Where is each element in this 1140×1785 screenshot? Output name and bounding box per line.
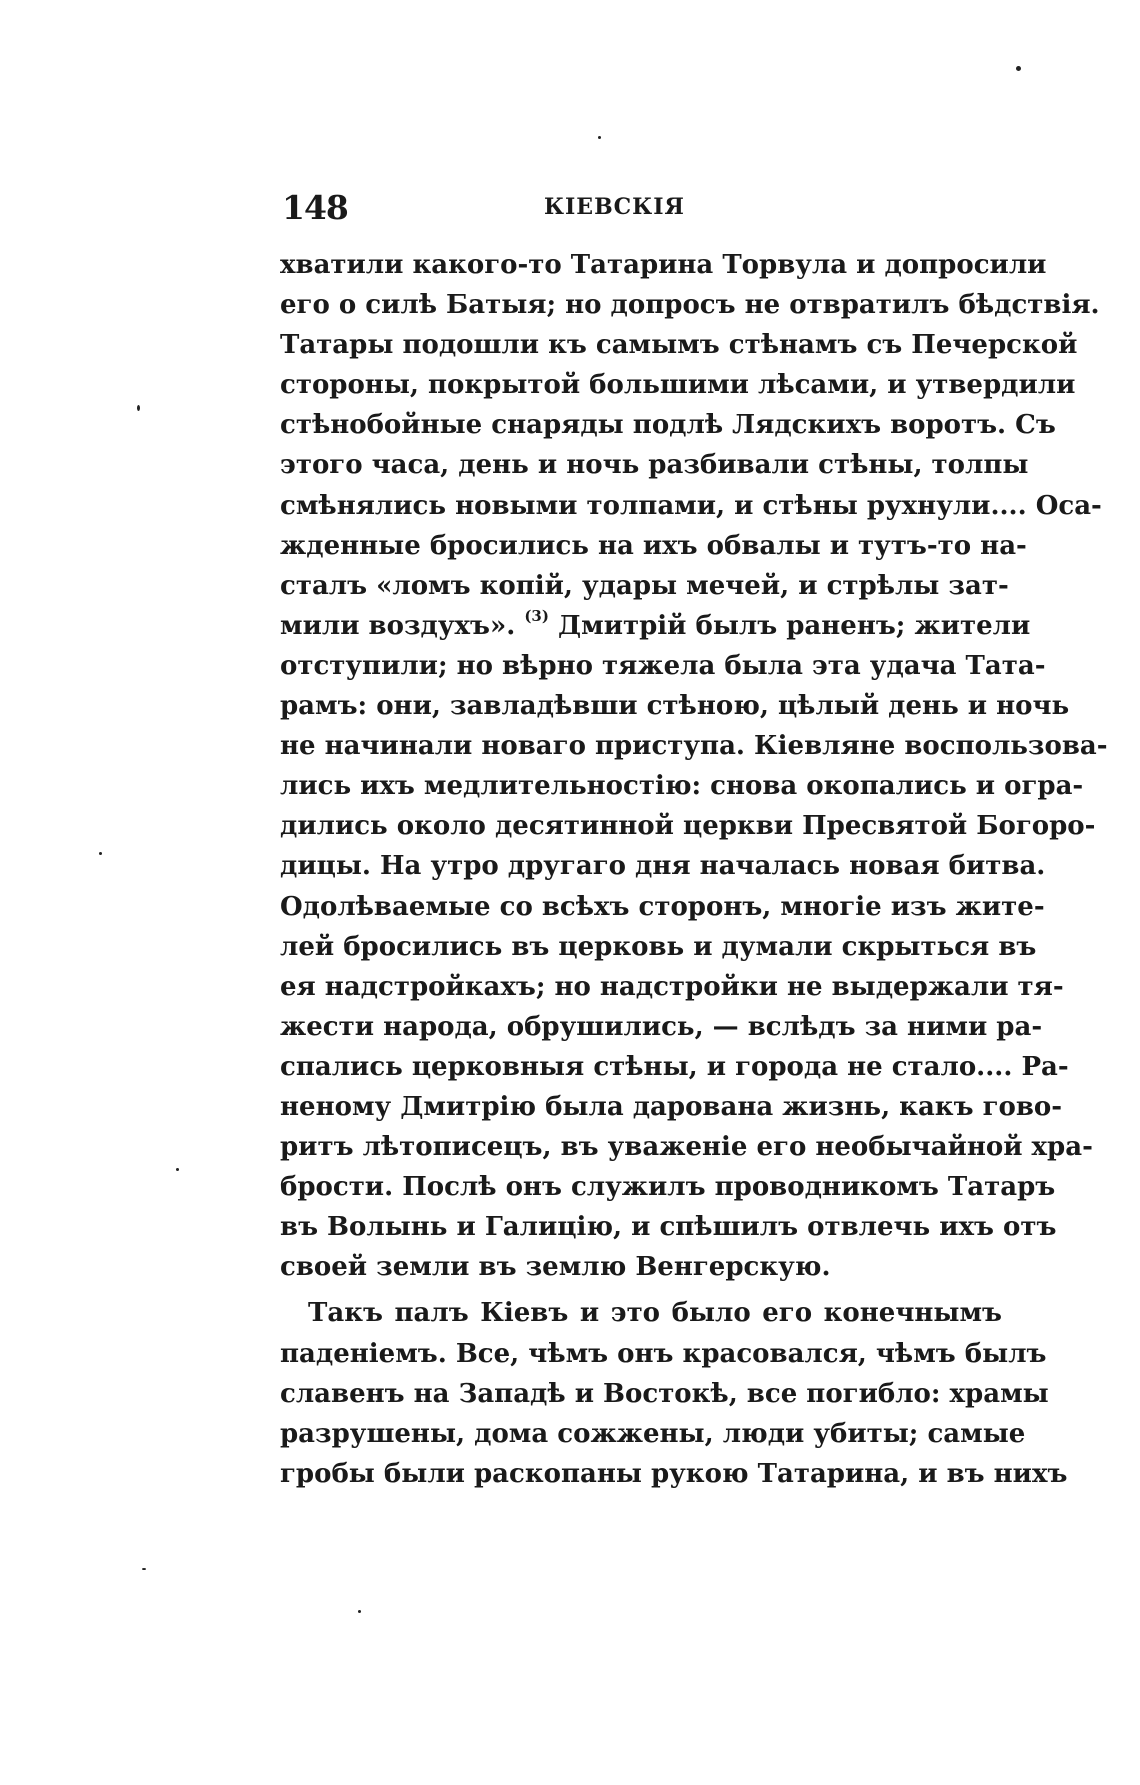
text-line: славенъ на Западѣ и Востокѣ, все погибло: храмы bbox=[280, 1378, 1049, 1409]
text-line: Татары подошли къ самымъ стѣнамъ съ Печерской bbox=[280, 330, 1078, 361]
body-text bbox=[280, 245, 1108, 1494]
text-line: своей земли въ землю Венгерскую. bbox=[280, 1252, 831, 1283]
text-line: жести народа, обрушились, — вслѣдъ за ними ра- bbox=[280, 1011, 1043, 1042]
text-line: ритъ лѣтописецъ, въ уваженіе его необычайной хра- bbox=[280, 1132, 1093, 1163]
text-line: брости. Послѣ онъ служилъ проводникомъ Татаръ bbox=[280, 1172, 1056, 1203]
text-segment: мили воздухъ». bbox=[280, 610, 525, 641]
text-line: спались церковныя стѣны, и города не стало.... Ра- bbox=[280, 1051, 1069, 1082]
scan-speck bbox=[598, 136, 601, 139]
text-line: смѣнялись новыми толпами, и стѣны рухнули.... Оса- bbox=[280, 490, 1102, 521]
text-segment: Дмитрій былъ раненъ; жители bbox=[548, 610, 1031, 641]
text-line: не начинали новаго приступа. Кіевляне воспользова- bbox=[280, 731, 1108, 762]
text-line: неному Дмитрію была дарована жизнь, какъ гово- bbox=[280, 1091, 1063, 1122]
running-title: КІЕВСКІЯ bbox=[544, 194, 685, 220]
text-line: стороны, покрытой большими лѣсами, и утвердили bbox=[280, 370, 1076, 401]
text-line-with-footnote bbox=[280, 606, 1031, 646]
text-line: гробы были раскопаны рукою Татарина, и въ нихъ bbox=[280, 1458, 1068, 1489]
footnote-marker: (3) bbox=[524, 606, 549, 625]
text-line: этого часа, день и ночь разбивали стѣны, толпы bbox=[280, 450, 1029, 481]
scan-speck bbox=[358, 1610, 361, 1613]
scan-speck bbox=[1016, 66, 1021, 71]
text-line: отступили; но вѣрно тяжела была эта удача Тата- bbox=[280, 650, 1046, 681]
text-line: хватили какого-то Татарина Торвула и допросили bbox=[280, 250, 1047, 280]
text-line: въ Волынь и Галицію, и спѣшилъ отвлечь ихъ отъ bbox=[280, 1212, 1057, 1243]
text-line: лись ихъ медлительностію: снова окопались и огра- bbox=[280, 771, 1084, 802]
text-line: Такъ палъ Кіевъ и это было его конечнымъ bbox=[308, 1298, 1002, 1329]
text-line: сталъ «ломъ копій, удары мечей, и стрѣлы зат- bbox=[280, 570, 1009, 601]
text-line: рамъ: они, завладѣвши стѣною, цѣлый день и ночь bbox=[280, 691, 1070, 722]
scan-speck bbox=[176, 1168, 179, 1171]
text-line: его о силѣ Батыя; но допросъ не отвратилъ бѣдствія. bbox=[280, 290, 1100, 321]
text-line: Одолѣваемые со всѣхъ сторонъ, многіе изъ жите- bbox=[280, 891, 1045, 922]
text-line: дицы. На утро другаго дня началась новая битва. bbox=[280, 851, 1046, 882]
scan-speck bbox=[137, 405, 140, 411]
text-line: жденные бросились на ихъ обвалы и тутъ-то на- bbox=[280, 530, 1027, 561]
text-line: паденіемъ. Все, чѣмъ онъ красовался, чѣмъ былъ bbox=[280, 1338, 1047, 1369]
text-line: стѣнобойные снаряды подлѣ Лядскихъ воротъ. Съ bbox=[280, 410, 1056, 441]
page-number: 148 bbox=[282, 188, 348, 227]
text-line: дились около десятинной церкви Пресвятой Богоро- bbox=[280, 811, 1096, 842]
text-line: лей бросились въ церковь и думали скрыться въ bbox=[280, 931, 1037, 962]
text-line: разрушены, дома сожжены, люди убиты; самые bbox=[280, 1418, 1026, 1449]
running-head bbox=[282, 188, 1000, 228]
scan-speck bbox=[99, 852, 102, 855]
text-line: ея надстройкахъ; но надстройки не выдержали тя- bbox=[280, 971, 1064, 1002]
scan-speck bbox=[142, 1568, 146, 1570]
